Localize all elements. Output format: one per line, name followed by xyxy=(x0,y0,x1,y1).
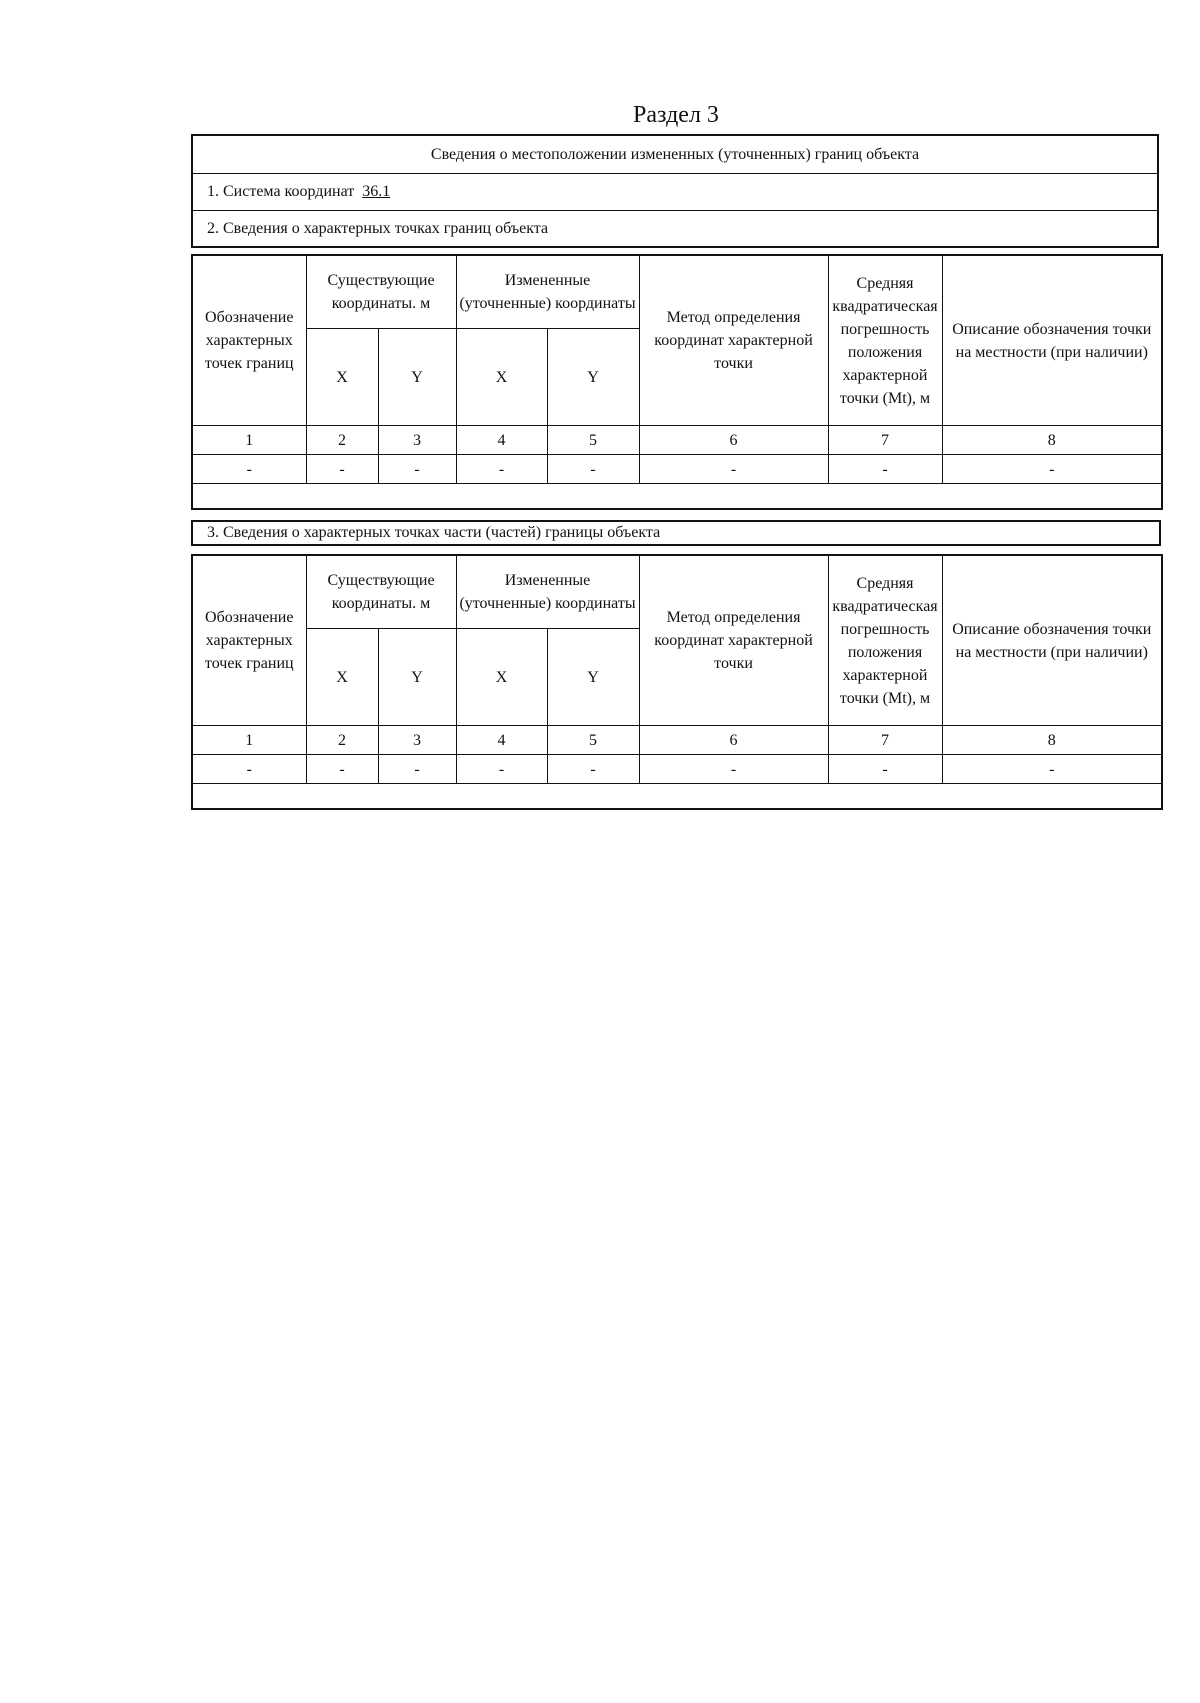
table-cell: - xyxy=(942,455,1162,484)
header-changed-y: Y xyxy=(547,629,639,726)
blank-cell xyxy=(192,784,1162,810)
table-cell: - xyxy=(547,455,639,484)
blank-cell xyxy=(192,484,1162,510)
header-changed-coords: Измененные (уточненные) координаты xyxy=(456,255,639,329)
header-existing-x: X xyxy=(306,629,378,726)
table-cell: - xyxy=(639,755,828,784)
table-cell: - xyxy=(547,755,639,784)
block3-title: 3. Сведения о характерных точках части (частей) границы объекта xyxy=(207,524,661,541)
column-number: 4 xyxy=(456,426,547,455)
header-changed-coords: Измененные (уточненные) координаты xyxy=(456,555,639,629)
header-changed-y: Y xyxy=(547,329,639,426)
column-number: 8 xyxy=(942,426,1162,455)
header-changed-x: X xyxy=(456,629,547,726)
column-number: 5 xyxy=(547,726,639,755)
header-method: Метод определения координат характерной точки xyxy=(639,555,828,726)
header-existing-y: Y xyxy=(378,629,456,726)
table-row xyxy=(192,755,1162,784)
coord-system-value: 36.1 xyxy=(362,183,391,200)
column-number: 6 xyxy=(639,426,828,455)
section-heading: Раздел 3 xyxy=(633,102,719,128)
column-number: 2 xyxy=(306,426,378,455)
column-number: 3 xyxy=(378,426,456,455)
points-table-1 xyxy=(191,254,1163,510)
table-cell: - xyxy=(942,755,1162,784)
blank-row xyxy=(192,484,1162,510)
table-cell: - xyxy=(456,455,547,484)
header-description: Описание обозначения точки на местности (при наличии) xyxy=(942,255,1162,426)
column-number: 6 xyxy=(639,726,828,755)
column-number: 2 xyxy=(306,726,378,755)
header-error: Средняя квадратическая погрешность положения характерной точки (Mt), м xyxy=(828,255,942,426)
table-cell: - xyxy=(828,455,942,484)
column-number: 7 xyxy=(828,726,942,755)
table-cell: - xyxy=(378,755,456,784)
column-number: 1 xyxy=(192,426,306,455)
table-cell: - xyxy=(306,455,378,484)
header-point-designation: Обозначение характерных точек границ xyxy=(192,255,306,426)
table-cell: - xyxy=(456,755,547,784)
column-number: 3 xyxy=(378,726,456,755)
header-changed-x: X xyxy=(456,329,547,426)
header-existing-coords: Существующие координаты. м xyxy=(306,555,456,629)
block3-title-box xyxy=(191,520,1161,546)
info-box xyxy=(191,134,1159,248)
coord-system-row xyxy=(193,174,1157,211)
header-existing-y: Y xyxy=(378,329,456,426)
header-point-designation: Обозначение характерных точек границ xyxy=(192,555,306,726)
table-cell: - xyxy=(639,455,828,484)
table-row xyxy=(192,455,1162,484)
column-number: 8 xyxy=(942,726,1162,755)
header-existing-coords: Существующие координаты. м xyxy=(306,255,456,329)
box-title-row xyxy=(193,136,1157,174)
header-existing-x: X xyxy=(306,329,378,426)
header-error: Средняя квадратическая погрешность положения характерной точки (Mt), м xyxy=(828,555,942,726)
column-number: 7 xyxy=(828,426,942,455)
blank-row xyxy=(192,784,1162,810)
header-description: Описание обозначения точки на местности (при наличии) xyxy=(942,555,1162,726)
points-table-2 xyxy=(191,554,1163,810)
table-cell: - xyxy=(828,755,942,784)
column-number: 1 xyxy=(192,726,306,755)
table-cell: - xyxy=(306,755,378,784)
block2-title-row xyxy=(193,211,1157,246)
table-cell: - xyxy=(192,755,306,784)
table-cell: - xyxy=(192,455,306,484)
coord-system-label: 1. Система координат xyxy=(207,183,355,200)
column-number: 4 xyxy=(456,726,547,755)
box-title: Сведения о местоположении измененных (уточненных) границ объекта xyxy=(430,145,920,163)
column-number: 5 xyxy=(547,426,639,455)
column-number-row xyxy=(192,426,1162,455)
block2-title: 2. Сведения о характерных точках границ объекта xyxy=(207,219,549,237)
table-cell: - xyxy=(378,455,456,484)
header-method: Метод определения координат характерной точки xyxy=(639,255,828,426)
column-number-row xyxy=(192,726,1162,755)
